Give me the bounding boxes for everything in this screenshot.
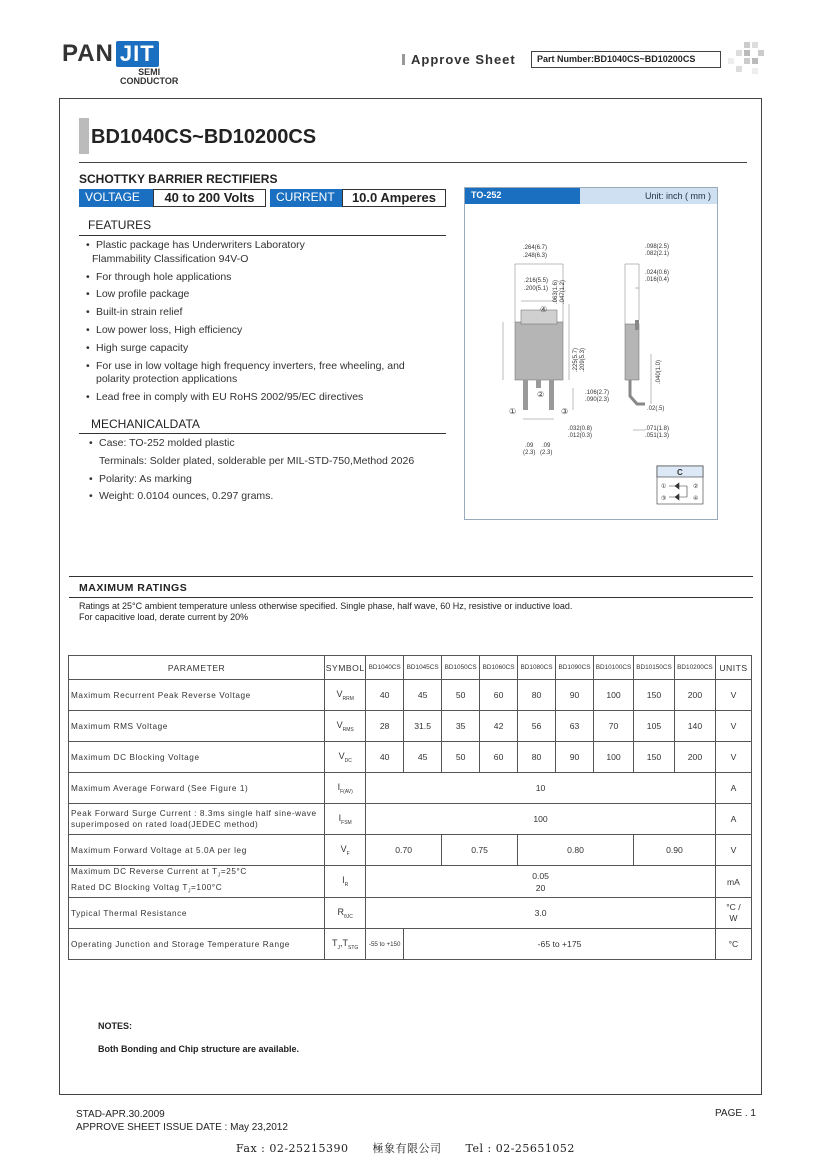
value-cell: 50	[442, 742, 480, 773]
approve-sheet-label: Approve Sheet	[402, 52, 516, 67]
ratings-heading: MAXIMUM RATINGS	[79, 582, 188, 594]
param-line-1: Maximum DC Reverse Current at $T_J=25^\circ C$	[71, 867, 247, 879]
value-cell: 80	[518, 742, 556, 773]
param-cell: Maximum DC Blocking Voltage	[69, 742, 325, 773]
dim-d16: (2.3)	[540, 450, 553, 456]
table-row-ifav	[69, 773, 752, 804]
feature-item: • Low profile package	[86, 286, 446, 304]
dim-d10: .090(2.3)	[585, 397, 610, 403]
dim-d14: (2.3)	[523, 450, 536, 456]
header-part: BD10100CS	[594, 656, 634, 680]
value-cell: 28	[366, 711, 404, 742]
logo-text-pan: PAN	[62, 40, 114, 67]
value-cell: 140	[674, 711, 715, 742]
voltage-value-badge: 40 to 200 Volts	[153, 189, 266, 207]
header-parameter: PARAMETER	[69, 656, 325, 680]
dim-d8: .209(5.3)	[580, 347, 586, 372]
schematic-l1: ①	[661, 484, 667, 490]
schematic-box	[657, 466, 703, 504]
mechanical-item: • Weight: 0.0104 ounces, 0.297 grams.	[89, 488, 449, 506]
decorative-squares-icon	[728, 42, 764, 76]
value-cell: 100	[366, 804, 716, 835]
dim-d20: .016(0.4)	[645, 277, 670, 283]
value-cell: 56	[518, 711, 556, 742]
value-cell: 42	[480, 711, 518, 742]
header-part: BD1050CS	[442, 656, 480, 680]
feature-item-cont-text: polarity protection applications	[96, 373, 238, 386]
feature-item: • Plastic package has Underwriters Laboratory	[86, 237, 446, 255]
table-row-vrms	[69, 711, 752, 742]
unit-cell: A	[715, 773, 751, 804]
value-cell	[366, 866, 716, 898]
symbol-cell: $I_R$	[325, 866, 366, 898]
symbol-cell: $I_{FSM}$	[325, 804, 366, 835]
table-header-row	[69, 656, 752, 680]
param-cell: Maximum Recurrent Peak Reverse Voltage	[69, 680, 325, 711]
lead-side	[630, 380, 645, 404]
value-cell: -65 to +175	[404, 929, 716, 960]
dim-d21: .040(1.0)	[656, 359, 662, 384]
ratings-note-2: For capacitive load, derate current by 20%	[79, 612, 249, 622]
page-title: BD1040CS~BD10200CS	[91, 126, 317, 148]
value-cell: 35	[442, 711, 480, 742]
dim-d23: .071(1.8)	[645, 426, 670, 432]
value-cell: 0.75	[442, 835, 518, 866]
dim-d22: .02(.5)	[647, 406, 665, 412]
param-cell: Maximum RMS Voltage	[69, 711, 325, 742]
symbol-cell: $V_{RRM}$	[325, 680, 366, 711]
unit-line-1: °C /	[726, 902, 741, 913]
table-row-vf	[69, 835, 752, 866]
title-accent-block	[79, 118, 89, 154]
ratings-bottom-rule	[69, 597, 753, 598]
value-cell: 45	[404, 742, 442, 773]
value-cell: 10	[366, 773, 716, 804]
dim-d15: .09	[542, 443, 551, 449]
voltage-label-badge: VOLTAGE	[79, 189, 153, 207]
feature-item: • Lead free in comply with EU RoHS 2002/95/EC directives	[86, 389, 446, 407]
pin-1-label: ①	[509, 407, 517, 416]
page-number: PAGE . 1	[715, 1108, 756, 1119]
value-cell: 105	[633, 711, 674, 742]
feature-item-cont-text: Flammability Classification 94V-O	[92, 252, 249, 265]
table-row-ir	[69, 866, 752, 898]
header-part: BD1040CS	[366, 656, 404, 680]
value-cell: 200	[674, 680, 715, 711]
dim-d19: .024(0.6)	[645, 270, 670, 276]
package-drawing-panel	[464, 187, 718, 520]
header-units: UNITS	[715, 656, 751, 680]
mechanical-item: • Polarity: As marking	[89, 471, 449, 489]
value-cell: 40	[366, 680, 404, 711]
dim-d12: .012(0.3)	[568, 433, 593, 439]
table-row-ifsm	[69, 804, 752, 835]
value-cell: 200	[674, 742, 715, 773]
unit-cell	[715, 898, 751, 929]
schematic-l2: ②	[693, 484, 699, 490]
value-cell: 45	[404, 680, 442, 711]
table-row-tj	[69, 929, 752, 960]
feature-item-cont	[86, 371, 446, 389]
value-cell: 3.0	[366, 898, 716, 929]
ratings-top-rule	[69, 576, 753, 577]
param-cell: Maximum Average Forward (See Figure 1)	[69, 773, 325, 804]
param-cell	[69, 866, 325, 898]
param-cell: Operating Junction and Storage Temperature Range	[69, 929, 325, 960]
product-subtitle: SCHOTTKY BARRIER RECTIFIERS	[79, 172, 278, 186]
unit-cell: °C	[715, 929, 751, 960]
package-header	[465, 188, 717, 204]
value-cell: 0.70	[366, 835, 442, 866]
value-line-1: 0.05	[532, 870, 549, 881]
value-cell: 150	[633, 680, 674, 711]
param-cell: Typical Thermal Resistance	[69, 898, 325, 929]
notes-text: Both Bonding and Chip structure are available.	[98, 1044, 300, 1054]
lead-1	[523, 380, 528, 410]
feature-item: • Low power loss, High efficiency	[86, 322, 446, 340]
package-tab-front	[521, 310, 557, 324]
mechanical-item: • Case: TO-252 molded plastic	[89, 435, 449, 453]
dim-d13: .09	[525, 443, 534, 449]
package-tab-side	[635, 320, 639, 330]
lead-2	[536, 380, 541, 388]
unit-line-2: W	[729, 913, 738, 924]
features-heading: FEATURES	[88, 218, 152, 232]
logo-sub-conductor: CONDUCTOR	[120, 76, 179, 86]
symbol-cell: $V_F$	[325, 835, 366, 866]
symbol-cell: $V_{DC}$	[325, 742, 366, 773]
feature-item: • For use in low voltage high frequency inverters, free wheeling, and	[86, 358, 446, 376]
part-number-box: Part Number:BD1040CS~BD10200CS	[531, 51, 721, 68]
value-cell: 60	[480, 680, 518, 711]
lead-3	[549, 380, 554, 410]
feature-item: • For through hole applications	[86, 269, 446, 287]
title-divider	[79, 162, 747, 163]
symbol-cell: $I_{F(AV)}$	[325, 773, 366, 804]
dim-d6: .047(1.2)	[560, 279, 566, 304]
param-line-1: Peak Forward Surge Current : 8.3ms single half sine-wave	[71, 809, 317, 818]
value-cell: -55 to +150	[366, 929, 404, 960]
dim-d7: .225(5.7)	[573, 347, 579, 372]
unit-cell: V	[715, 680, 751, 711]
symbol-cell: $T_J,T_{STG}$	[325, 929, 366, 960]
brand-logo	[62, 40, 159, 68]
symbol-cell: $V_{RMS}$	[325, 711, 366, 742]
dim-d5: .063(1.6)	[553, 279, 559, 304]
table-row-vrrm	[69, 680, 752, 711]
schematic-l4: ④	[693, 496, 699, 502]
package-outline-diagram	[465, 204, 717, 519]
dim-d2: .248(6.3)	[523, 253, 548, 259]
param-line-2: Rated DC Blocking Voltag $T_J=100^\circ C$	[71, 882, 223, 895]
value-cell: 150	[633, 742, 674, 773]
schematic-label: C	[677, 468, 683, 477]
logo-text-jit: JIT	[116, 41, 159, 67]
dim-d24: .051(1.3)	[645, 433, 670, 439]
header-part: BD1045CS	[404, 656, 442, 680]
ratings-note	[79, 601, 572, 623]
header-symbol: SYMBOL	[325, 656, 366, 680]
dim-d18: .082(2.1)	[645, 251, 670, 257]
dim-d11: .032(0.8)	[568, 426, 593, 432]
dim-d17: .098(2.5)	[645, 244, 670, 250]
pin-2-label: ②	[537, 390, 545, 399]
features-divider	[79, 235, 446, 236]
footer-doc-code: STAD-APR.30.2009	[76, 1109, 165, 1120]
feature-item: • Built-in strain relief	[86, 304, 446, 322]
current-value-badge: 10.0 Amperes	[342, 189, 446, 207]
dim-d3: .216(5.5)	[524, 278, 549, 284]
feature-item-cont	[86, 251, 446, 269]
dim-d4: .200(5.1)	[524, 286, 549, 292]
header-part: BD1060CS	[480, 656, 518, 680]
mechanical-item: Terminals: Solder plated, solderable per MIL-STD-750,Method 2026	[99, 454, 415, 467]
mechanical-heading: MECHANICALDATA	[91, 417, 200, 431]
param-cell	[69, 804, 325, 835]
value-cell: 63	[556, 711, 594, 742]
package-unit: Unit: inch ( mm )	[644, 191, 711, 201]
features-list	[86, 237, 446, 407]
value-cell: 0.90	[633, 835, 715, 866]
value-cell: 80	[518, 680, 556, 711]
unit-cell: mA	[715, 866, 751, 898]
param-cell: Maximum Forward Voltage at 5.0A per leg	[69, 835, 325, 866]
table-row-rth	[69, 898, 752, 929]
package-name: TO-252	[465, 188, 580, 204]
value-cell: 31.5	[404, 711, 442, 742]
param-line-2: superimposed on rated load(JEDEC method)	[71, 820, 259, 829]
header-part: BD10200CS	[674, 656, 715, 680]
value-cell: 90	[556, 742, 594, 773]
footer-contact: Fax : 02-25215390 極象有限公司 Tel : 02-25651052	[236, 1142, 575, 1155]
table-row-vdc	[69, 742, 752, 773]
ratings-note-1: Ratings at 25°C ambient temperature unless otherwise specified. Single phase, half wave, 60 Hz, resistive or inductive load.	[79, 601, 573, 611]
header-part: BD1090CS	[556, 656, 594, 680]
header-part: BD10150CS	[633, 656, 674, 680]
schematic-l3: ③	[661, 496, 667, 502]
unit-cell: V	[715, 742, 751, 773]
package-body-front	[515, 322, 563, 380]
unit-cell: V	[715, 711, 751, 742]
value-cell: 90	[556, 680, 594, 711]
unit-cell: V	[715, 835, 751, 866]
notes-heading: NOTES:	[98, 1021, 133, 1031]
value-cell: 100	[594, 742, 634, 773]
value-cell: 60	[480, 742, 518, 773]
logo-sub-semi: SEMI	[138, 67, 161, 77]
current-label-badge: CURRENT	[270, 189, 342, 207]
header-part: BD1080CS	[518, 656, 556, 680]
mechanical-list	[89, 435, 449, 506]
value-cell: 70	[594, 711, 634, 742]
value-cell: 0.80	[518, 835, 634, 866]
symbol-cell: $R_{\theta JC}$	[325, 898, 366, 929]
value-cell: 40	[366, 742, 404, 773]
package-body-side	[625, 324, 639, 380]
ratings-table	[68, 655, 752, 960]
dim-d9: .106(2.7)	[585, 390, 610, 396]
pin-3-label: ③	[561, 407, 569, 416]
value-cell: 100	[594, 680, 634, 711]
footer-issue-date: APPROVE SHEET ISSUE DATE : May 23,2012	[76, 1122, 288, 1133]
feature-item: • High surge capacity	[86, 340, 446, 358]
unit-cell: A	[715, 804, 751, 835]
value-line-2: 20	[535, 882, 546, 893]
logo-subtitle	[120, 68, 178, 86]
mechanical-divider	[79, 433, 446, 434]
dim-d1: .264(6.7)	[523, 245, 548, 251]
pin-4-label: ④	[540, 305, 548, 314]
value-cell: 50	[442, 680, 480, 711]
